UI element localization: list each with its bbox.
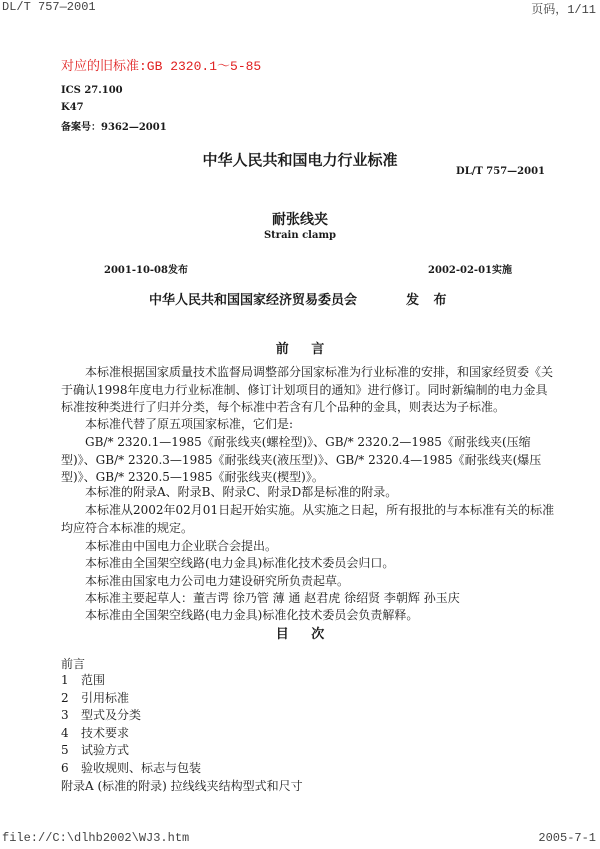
toc-item-label: 试验方式 — [81, 743, 130, 757]
toc-item-number: 3 — [61, 708, 69, 722]
foreword-heading: 前 言 — [275, 342, 325, 357]
toc-item-number: 1 — [61, 673, 69, 687]
foreword-paragraph-4: 本标准的附录A、附录B、附录C、附录D都是标准的附录。 — [85, 485, 398, 499]
foreword-paragraph-drafters: 本标准主要起草人：董吉谔 徐乃管 薄 通 赵君虎 徐绍贤 李朝辉 孙玉庆 — [85, 591, 460, 605]
old-standard-note: 对应的旧标准:GB 2320.1～5-85 — [61, 59, 262, 74]
issuer-name: 中华人民共和国国家经济贸易委员会 — [149, 293, 358, 308]
implementation-date: 2002-02-01实施 — [428, 265, 512, 276]
toc-item-number: 5 — [61, 743, 69, 757]
toc-item[interactable] — [61, 672, 201, 690]
header-doc-code: DL/T 757—2001 — [2, 0, 96, 14]
toc-item[interactable] — [61, 742, 201, 760]
toc-item[interactable] — [61, 690, 201, 708]
foreword-paragraph-10: 本标准由全国架空线路(电力金具)标准化技术委员会负责解释。 — [85, 608, 419, 622]
record-number: 备案号：9362—2001 — [61, 122, 167, 133]
ics-code: ICS 27.100 — [61, 85, 123, 96]
toc-item-number: 6 — [61, 760, 69, 775]
footer-date: 2005-7-1 — [538, 831, 596, 845]
publish-date: 2001-10-08发布 — [104, 265, 188, 276]
header-page-number: 页码，1/11 — [531, 3, 596, 17]
toc-item[interactable] — [61, 725, 201, 743]
k-code: K47 — [61, 102, 84, 113]
toc-item-label: 验收规则、标志与包装 — [81, 760, 202, 775]
toc-item-label: 型式及分类 — [81, 708, 142, 722]
issue-label: 发 布 — [406, 293, 447, 308]
toc-item-label: 技术要求 — [81, 725, 130, 740]
toc-item[interactable] — [61, 760, 201, 778]
toc-item-label: 范围 — [81, 673, 106, 687]
foreword-paragraph-1: 本标准根据国家质量技术监督局调整部分国家标准为行业标准的安排，和国家经贸委《关于确认1998年度电力行业标准制、修订计划项目的通知》进行修订。同时新编制的电力金具标准按种类进行了归并分类，每个标准中若含有几个品种的金具，则表达为子标准。 — [61, 365, 554, 414]
org-title: 中华人民共和国电力行业标准 — [202, 151, 398, 169]
foreword-paragraph-8: 本标准由国家电力公司电力建设研究所负责起草。 — [85, 574, 350, 588]
foreword-paragraph-7: 本标准由全国架空线路(电力金具)标准化技术委员会归口。 — [85, 556, 395, 570]
toc-heading: 目 次 — [275, 627, 325, 642]
standard-code: DL/T 757—2001 — [456, 166, 545, 177]
toc-item-number: 2 — [61, 690, 69, 705]
toc-item-number: 4 — [61, 725, 69, 740]
toc-item-label: 引用标准 — [81, 690, 130, 705]
title-english: Strain clamp — [263, 230, 337, 241]
foreword-paragraph-2: 本标准代替了原五项国家标准，它们是: — [85, 417, 294, 431]
toc-foreword-link[interactable]: 前言 — [61, 657, 86, 671]
footer-file-path: file://C:\dlhb2002\WJ3.htm — [2, 831, 190, 845]
toc-appendix-a-link[interactable]: 附录A (标准的附录) 拉线线夹结构型式和尺寸 — [61, 779, 303, 793]
title-chinese: 耐张线夹 — [272, 212, 328, 228]
foreword-paragraph-3: GB/* 2320.1—1985《耐张线夹(螺栓型)》、GB/* 2320.2—1985《耐张线夹(压缩型)》、GB/* 2320.3—1985《耐张线夹(液压型)》、GB/* 2320.4—1985《耐张线夹(爆压型)》、GB/* 2320.5—1985《耐张线夹(楔型)》。 — [61, 435, 542, 484]
foreword-paragraph-6: 本标准由中国电力企业联合会提出。 — [85, 539, 278, 553]
toc-list — [61, 672, 201, 777]
foreword-paragraph-5: 本标准从2002年02月01日起开始实施。从实施之日起，所有报批的与本标准有关的标准均应符合本标准的规定。 — [61, 503, 555, 535]
toc-item[interactable] — [61, 707, 201, 725]
